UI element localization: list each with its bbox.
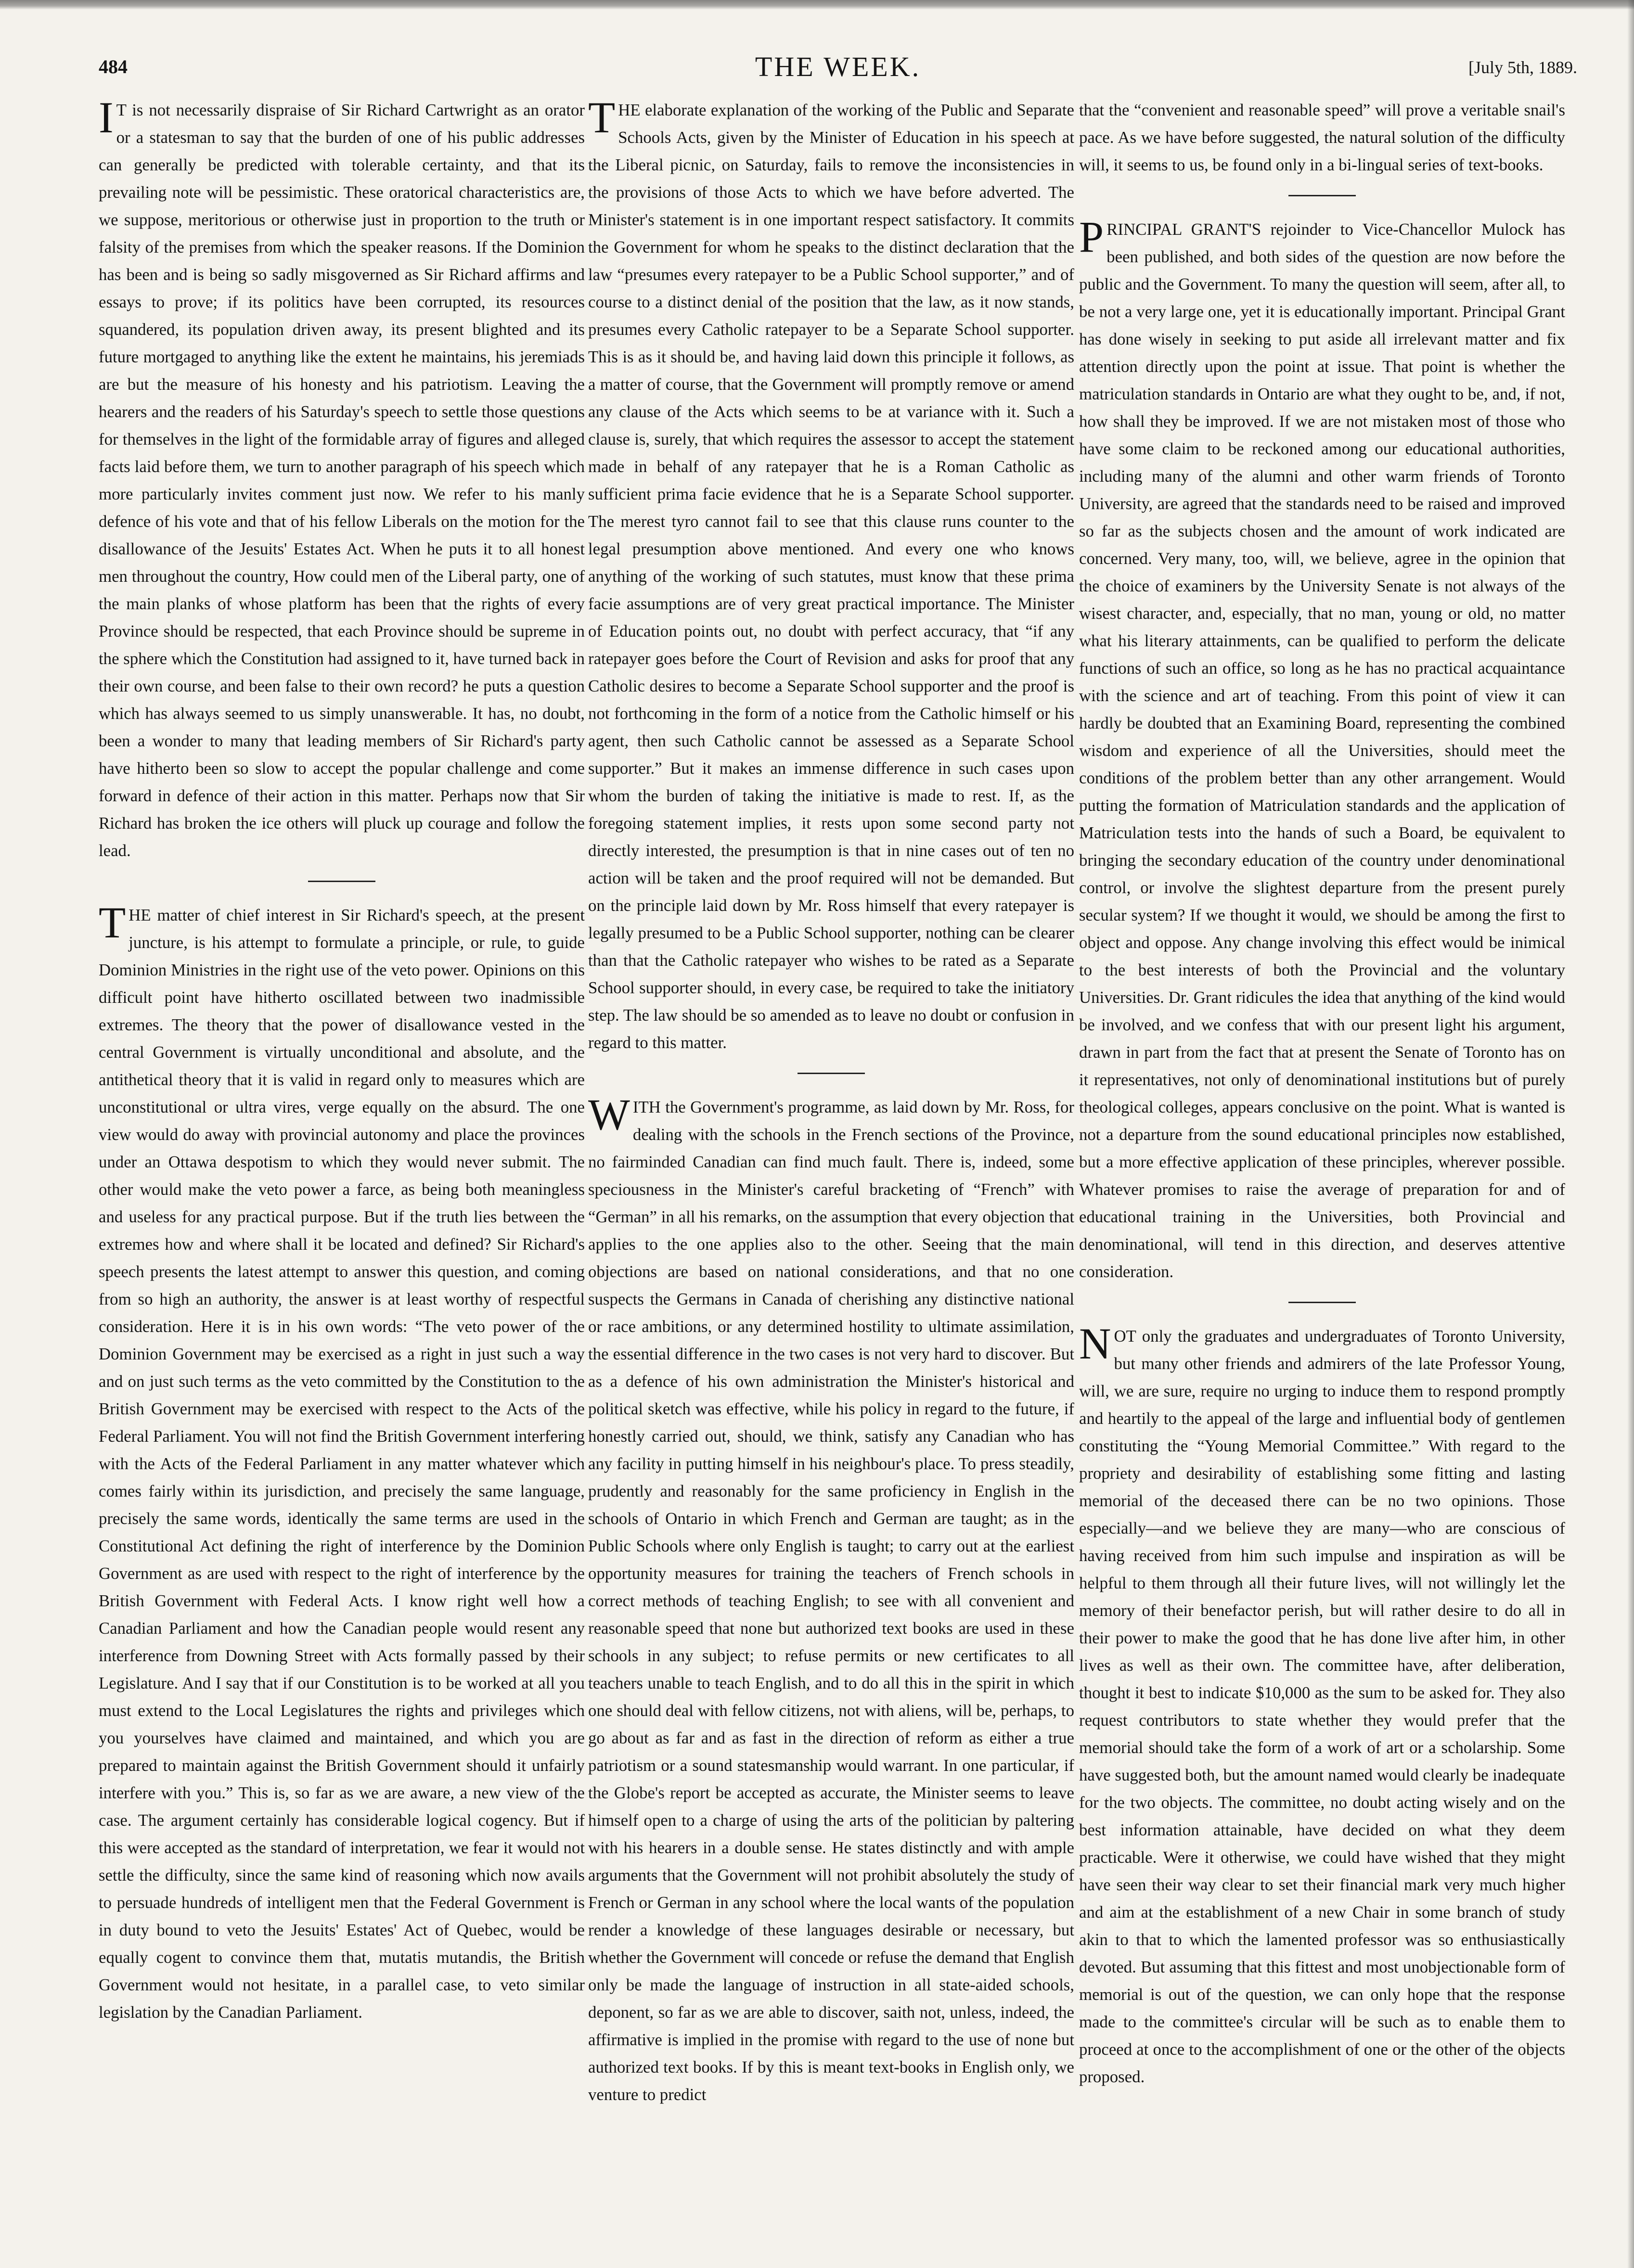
article-body: RINCIPAL GRANT'S rejoinder to Vice-Chancellor Mulock has been published, and both sides of the question are now before the public and the Government. To many the question will seem, after all, to be not a very large one, yet it is educationally important. Principal Grant has done wisely in seeking to put aside all irrelevant matter and fix attention directly upon the point at issue. That point is whether the matriculation standards in Ontario are what they ought to be, and, if not, how shall they be improved. If we are not mistaken most of those who have some claim to be reckoned among our educational authorities, including many of the alumni and other warm friends of Toronto University, are agreed that the standards need to be raised and improved so far as the subjects chosen and the amount of work indicated are concerned. Very many, too, will, we believe, agree in the opinion that the choice of examiners by the University Senate is not always of the wisest character, and, especially, that no man, young or old, no matter what his literary attainments, can be qualified to perform the delicate functions of such an office, so long as he has no practical acquaintance with the science and art of teaching. From this point of view it can hardly be doubted that an Examining Board, representing the combined wisdom and experience of all the Universities, should meet the conditions of the problem better than any other arrangement. Would putting the formation of Matriculation standards and the application of Matriculation tests into the hands of such a Board, be equivalent to bringing the secondary education of the country under denominational control, or involve the slightest departure from the present purely secular system? If we thought it would, we should be among the first to object and oppose. Any change involving this effect would be inimical to the best interests of both the Provincial and the voluntary Universities. Dr. Grant ridicules the idea that anything of the kind would be involved, and we confess that with our present light his argument, drawn in part from the fact that at present the Senate of Toronto has on it representatives, not only of denominational institutions but of purely theological colleges, appears conclusive on the point. What is wanted is not a departure from the sound educational principles now established, but a more effective application of these principles, wherever possible. Whatever promises to raise the average of preparation for and of educational training in the Universities, both Provincial and denominational, will tend in this direction, and deserves attentive consideration.: [1079, 220, 1565, 1281]
drop-cap: W: [588, 1090, 630, 1139]
article-principal-grant: [1079, 212, 1565, 1285]
page-number: 484: [99, 56, 128, 77]
article-separate-schools: [588, 96, 1074, 1056]
section-rule: [798, 1073, 865, 1074]
column-left: [99, 96, 585, 2223]
article-veto-power: [99, 898, 585, 2026]
masthead: THE WEEK.: [755, 51, 921, 82]
article-body: T is not necessarily dispraise of Sir Richard Cartwright as an orator or a statesman to say that the burden of one of his public addresses can generally be predicted with tolerable certainty, and that its prevailing note will be pessimistic. These oratorical characteristics are, we suppose, meritorious or otherwise just in proportion to the truth or falsity of the premises from which the speaker reasons. If the Dominion has been and is being so sadly misgoverned as Sir Richard affirms and essays to prove; if its politics have been corrupted, its resources squandered, its population driven away, its present blighted and its future mortgaged to anything like the extent he maintains, his jeremiads are but the measure of his honesty and his patriotism. Leaving the hearers and the readers of his Saturday's speech to settle those questions for themselves in the light of the formidable array of figures and alleged facts laid before them, we turn to another paragraph of his speech which more particularly invites comment just now. We refer to his manly defence of his vote and that of his fellow Liberals on the motion for the disallowance of the Jesuits' Estates Act. When he puts it to all honest men throughout the country, How could men of the Liberal party, one of the main planks of whose platform has been that the rights of every Province should be respected, that each Province should be supreme in the sphere which the Constitution had assigned to it, have turned back in their own course, and been false to their own record? he puts a question which has always seemed to us simply unanswerable. It has, no doubt, been a wonder to many that leading members of Sir Richard's party have hitherto been so slow to accept the popular challenge and come forward in defence of their action in this matter. Perhaps now that Sir Richard has broken the ice others will pluck up courage and follow the lead.: [99, 101, 585, 860]
drop-cap: P: [1079, 212, 1104, 261]
drop-cap: I: [99, 96, 114, 142]
section-rule: [308, 881, 375, 882]
page-header: [99, 51, 1577, 84]
article-body: HE matter of chief interest in Sir Richard's speech, at the present juncture, is his attempt to formulate a principle, or rule, to guide Dominion Ministries in the right use of the veto power. Opinions on this difficult point have hitherto oscillated between two inadmissible extremes. The theory that the power of disallowance vested in the central Government is virtually unconditional and absolute, and the antithetical theory that it is valid in regard only to measures which are unconstitutional or ultra vires, verge equally on the absurd. The one view would do away with provincial autonomy and place the provinces under an Ottawa despotism to which they would never submit. The other would make the veto power a farce, as being both meaningless and useless for any practical purpose. But if the truth lies between the extremes how and where shall it be located and defined? Sir Richard's speech presents the latest attempt to answer this question, and coming from so high an authority, the answer is at least worthy of respectful consideration. Here it is in his own words: “The veto power of the Dominion Government may be exercised as a right in just such a way and on just such terms as the veto committed by the Constitution to the British Government may be exercised with respect to the Acts of the Federal Parliament. You will not find the British Government interfering with the Acts of the Federal Parliament in any matter whatever which comes fairly within its jurisdiction, and precisely the same language, precisely the same words, identically the same terms are used in the Constitutional Act defining the right of interference by the Dominion Government as are used with respect to the right of interference by the British Government with Federal Acts. I know right well how a Canadian Parliament and how the Canadian people would resent any interference from Downing Street with Acts formally passed by their Legislature. And I say that if our Constitution is to be worked at all you must extend to the Local Legislatures the rights and privileges which you yourselves have claimed and maintained, and which you are prepared to maintain against the British Government should it unfairly interfere with you.” This is, so far as we are aware, a new view of the case. The argument certainly has considerable logical cogency. But if this were accepted as the standard of interpretation, we fear it would not settle the difficulty, since the same kind of reasoning which now avails to persuade hundreds of intelligent men that the Federal Government is in duty bound to veto the Jesuits' Estates' Act of Quebec, would be equally cogent to convince them that, mutatis mutandis, the British Government would not hesitate, in a parallel case, to veto similar legislation by the Canadian Parliament.: [99, 906, 585, 2022]
article-body: HE elaborate explanation of the working of the Public and Separate Schools Acts, given by the Minister of Education in his speech at the Liberal picnic, on Saturday, fails to remove the inconsistencies in the provisions of those Acts to which we have before adverted. The Minister's statement is in one important respect satisfactory. It commits the Government for whom he speaks to the distinct declaration that the law “presumes every ratepayer to be a Public School supporter,” and of course to a distinct denial of the position that the law, as it now stands, presumes every Catholic ratepayer to be a Separate School supporter. This is as it should be, and having laid down this principle it follows, as a matter of course, that the Government will promptly remove or amend any clause of the Acts which seems to be at variance with it. Such a clause is, surely, that which requires the assessor to accept the statement made in behalf of any ratepayer that he is a Roman Catholic as sufficient prima facie evidence that he is a Separate School supporter. The merest tyro cannot fail to see that this clause runs counter to the legal presumption above mentioned. And every one who knows anything of the working of such statutes, must know that these prima facie assumptions are of very great practical importance. The Minister of Education points out, no doubt with perfect accuracy, that “if any ratepayer goes before the Court of Revision and asks for proof that any Catholic desires to become a Separate School supporter and the proof is not forthcoming in the form of a notice from the Catholic himself or his agent, then such Catholic cannot be assessed as a Separate School supporter.” But it makes an immense difference in such cases upon whom the burden of taking the initiative is made to rest. If, as the foregoing statement implies, it rests upon some second party not directly interested, the presumption is that in nine cases out of ten no action will be taken and the proof required will not be demanded. But on the principle laid down by Mr. Ross himself that every ratepayer is legally presumed to be a Public School supporter, nothing can be clearer than that the Catholic ratepayer who wishes to be rated as a Separate School supporter should, in every case, be required to take the initiatory step. The law should be so amended as to leave no doubt or confusion in regard to this matter.: [588, 101, 1074, 1052]
column-middle: [588, 96, 1074, 2223]
scan-edge-top: [0, 0, 1634, 10]
section-rule: [1288, 195, 1356, 196]
article-body: OT only the graduates and undergraduates of Toronto University, but many other friends and admirers of the late Professor Young, will, we are sure, require no urging to induce them to respond promptly and heartily to the appeal of the large and influential body of gentlemen constituting the “Young Memorial Committee.” With regard to the propriety and desirability of establishing some fitting and lasting memorial of the deceased there can be no two opinions. Those especially—and we believe they are many—who are conscious of having received from him such impulse and inspiration as will be helpful to them through all their future lives, will not willingly let the memory of their benefactor perish, but will rather desire to do all in their power to make the good that he has done live after him, in other lives as well as their own. The committee have, after deliberation, thought it best to indicate $10,000 as the sum to be asked for. They also request contributors to state whether they would prefer that the memorial should take the form of a work of art or a scholarship. Some have suggested both, but the amount named would clearly be inadequate for the two objects. The committee, no doubt acting wisely and on the best information attainable, have decided on what they deem practicable. Were it otherwise, we could have wished that they might have seen their way clear to set their financial mark very much higher and aim at the establishment of a new Chair in some branch of study akin to that to which the lamented professor was so enthusiastically devoted. But assuming that this fittest and most unobjectionable form of memorial is out of the question, we can only hope that the response made to the committee's circular will be such as to enable them to proceed at once to the accomplishment of one or the other of the objects proposed.: [1079, 1327, 1565, 2086]
article-body: ITH the Government's programme, as laid down by Mr. Ross, for dealing with the schools in the French sections of the Province, no fairminded Canadian can find much fault. There is, indeed, some speciousness in the Minister's careful bracketing of “French” with “German” in all his remarks, on the assumption that every objection that applies to the one applies also to the other. Seeing that the main objections are based on national considerations, and that no one suspects the Germans in Canada of cherishing any distinctive national or race ambitions, or any determined hostility to ultimate assimilation, the essential difference in the two cases is not very hard to discover. But as a defence of his own administration the Minister's historical and political sketch was effective, while his policy in regard to the future, if honestly carried out, should, we think, satisfy any Canadian who has any facility in putting himself in his neighbour's place. To press steadily, prudently and reasonably for the same proficiency in English in the schools of Ontario in which French and German are taught; as in the Public Schools where only English is taught; to carry out at the earliest opportunity measures for training the teachers of French schools in correct methods of teaching English; to see with all convenient and reasonable speed that none but authorized text books are used in these schools in any subject; to refuse permits or new certificates to all teachers unable to teach English, and to do all this in the spirit in which one should deal with fellow citizens, not with aliens, will be, perhaps, to go about as far and as fast in the direction of reform as either a true patriotism or a sound statesmanship would warrant. In one particular, if the Globe's report be accepted as accurate, the Minister seems to leave himself open to a charge of using the arts of the politician by paltering with his hearers in a double sense. He states distinctly and with ample arguments that the Government will not prohibit absolutely the study of French or German in any school where the local wants of the population render a knowledge of these languages desirable or necessary, but whether the Government will concede or refuse the demand that English only be made the language of instruction in all state-aided schools, deponent, so far as we are able to discover, saith not, unless, indeed, the affirmative is implied in the promise with regard to the use of none but authorized text books. If by this is meant text-books in English only, we venture to predict: [588, 1098, 1074, 2104]
column-right: [1079, 96, 1565, 2223]
article-french-schools: [588, 1090, 1074, 2108]
article-young-memorial: [1079, 1319, 1565, 2090]
dateline: [July 5th, 1889.: [1468, 58, 1577, 77]
drop-cap: N: [1079, 1319, 1111, 1368]
section-rule: [1288, 1302, 1356, 1303]
drop-cap: T: [588, 96, 616, 142]
article-cartwright: [99, 96, 585, 864]
scan-edge-right: [1627, 0, 1634, 2268]
article-continuation: that the “convenient and reasonable speed” will prove a veritable snail's pace. As we have before suggested, the natural solution of the difficulty will, it seems to us, be found only in a bi-lingual series of text-books.: [1079, 101, 1565, 174]
drop-cap: T: [99, 898, 126, 947]
